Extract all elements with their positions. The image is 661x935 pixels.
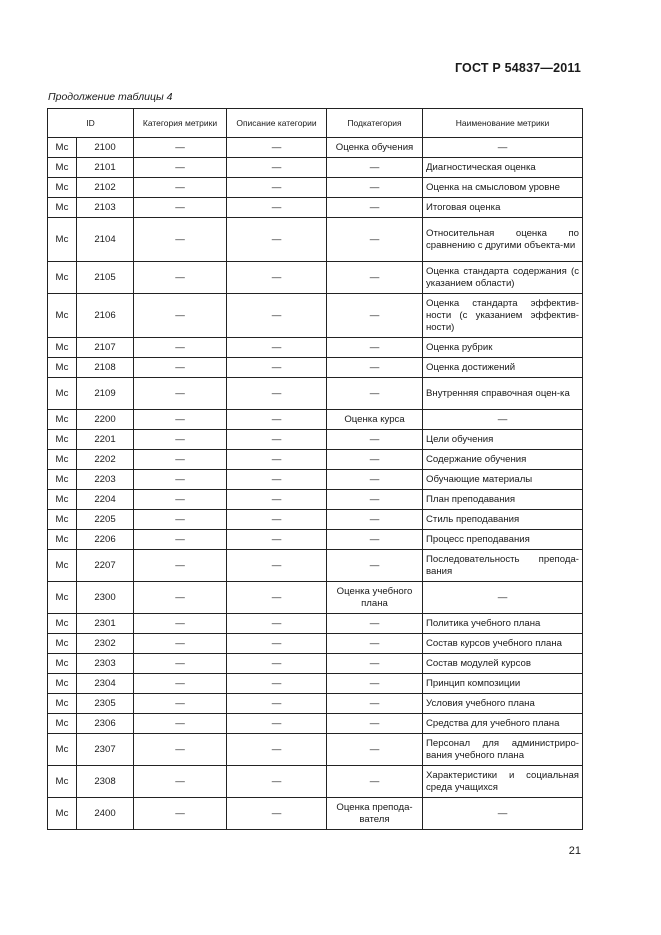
row-subcategory-cell: — [327, 178, 423, 198]
row-metric-name-cell: Итоговая оценка [423, 198, 583, 218]
table-body [48, 138, 583, 830]
table-row [48, 694, 583, 714]
row-id-cell: 2202 [77, 450, 134, 470]
row-id-cell: 2400 [77, 798, 134, 830]
table-row [48, 178, 583, 198]
row-metric-name-cell: Средства для учебного плана [423, 714, 583, 734]
metrics-table [47, 108, 583, 830]
row-prefix-cell: Мс [48, 358, 77, 378]
row-prefix-cell: Мс [48, 294, 77, 338]
row-prefix-cell: Мс [48, 262, 77, 294]
row-subcategory-cell: — [327, 450, 423, 470]
row-id-cell: 2205 [77, 510, 134, 530]
row-subcategory-cell: — [327, 358, 423, 378]
row-category-description-cell: — [227, 582, 327, 614]
row-category-cell: — [134, 338, 227, 358]
row-metric-name-cell: Оценка на смысловом уровне [423, 178, 583, 198]
row-category-cell: — [134, 218, 227, 262]
row-category-description-cell: — [227, 798, 327, 830]
row-category-description-cell: — [227, 198, 327, 218]
row-category-description-cell: — [227, 338, 327, 358]
row-category-description-cell: — [227, 714, 327, 734]
row-category-cell: — [134, 714, 227, 734]
row-category-cell: — [134, 634, 227, 654]
table-row [48, 490, 583, 510]
row-id-cell: 2303 [77, 654, 134, 674]
table-row [48, 470, 583, 490]
row-subcategory-cell: — [327, 550, 423, 582]
row-id-cell: 2301 [77, 614, 134, 634]
row-subcategory-cell: — [327, 262, 423, 294]
row-category-cell: — [134, 430, 227, 450]
table-header-row [48, 109, 583, 138]
row-metric-name-cell: Обучающие материалы [423, 470, 583, 490]
table-row [48, 798, 583, 830]
row-category-cell: — [134, 410, 227, 430]
row-category-cell: — [134, 358, 227, 378]
row-category-description-cell: — [227, 634, 327, 654]
row-id-cell: 2207 [77, 550, 134, 582]
row-prefix-cell: Мс [48, 198, 77, 218]
row-subcategory-cell: Оценка обучения [327, 138, 423, 158]
row-category-description-cell: — [227, 430, 327, 450]
row-id-cell: 2308 [77, 766, 134, 798]
column-header-metric-name: Наименование метрики [423, 109, 583, 138]
row-subcategory-cell: — [327, 766, 423, 798]
row-category-description-cell: — [227, 178, 327, 198]
table-row [48, 714, 583, 734]
row-metric-name-cell: Внутренняя справочная оцен-ка [423, 378, 583, 410]
row-category-cell: — [134, 582, 227, 614]
column-header-id: ID [48, 109, 134, 138]
column-header-category: Категория метрики [134, 109, 227, 138]
row-subcategory-cell: — [327, 294, 423, 338]
column-header-category-description: Описание категории [227, 109, 327, 138]
row-id-cell: 2201 [77, 430, 134, 450]
row-category-description-cell: — [227, 654, 327, 674]
row-id-cell: 2106 [77, 294, 134, 338]
row-id-cell: 2307 [77, 734, 134, 766]
row-metric-name-cell: Диагностическая оценка [423, 158, 583, 178]
row-metric-name-cell: Оценка достижений [423, 358, 583, 378]
row-category-description-cell: — [227, 294, 327, 338]
table-row [48, 294, 583, 338]
row-prefix-cell: Мс [48, 218, 77, 262]
row-metric-name-cell: Стиль преподавания [423, 510, 583, 530]
row-prefix-cell: Мс [48, 138, 77, 158]
row-id-cell: 2100 [77, 138, 134, 158]
row-prefix-cell: Мс [48, 430, 77, 450]
row-prefix-cell: Мс [48, 634, 77, 654]
row-category-cell: — [134, 734, 227, 766]
table-row [48, 674, 583, 694]
row-subcategory-cell: Оценка курса [327, 410, 423, 430]
row-prefix-cell: Мс [48, 734, 77, 766]
table-row [48, 510, 583, 530]
row-subcategory-cell: — [327, 734, 423, 766]
row-id-cell: 2101 [77, 158, 134, 178]
row-id-cell: 2305 [77, 694, 134, 714]
table-row [48, 634, 583, 654]
row-metric-name-cell: План преподавания [423, 490, 583, 510]
row-category-description-cell: — [227, 674, 327, 694]
row-id-cell: 2102 [77, 178, 134, 198]
row-metric-name-cell: Относительная оценка по сравнению с другими объекта-ми [423, 218, 583, 262]
row-id-cell: 2203 [77, 470, 134, 490]
row-metric-name-cell: Персонал для администриро-вания учебного плана [423, 734, 583, 766]
row-metric-name-cell: Принцип композиции [423, 674, 583, 694]
row-category-cell: — [134, 550, 227, 582]
table-row [48, 198, 583, 218]
row-metric-name-cell: — [423, 410, 583, 430]
row-category-cell: — [134, 178, 227, 198]
table-continuation-caption: Продолжение таблицы 4 [48, 91, 173, 103]
row-category-cell: — [134, 198, 227, 218]
row-prefix-cell: Мс [48, 714, 77, 734]
row-subcategory-cell: — [327, 378, 423, 410]
row-prefix-cell: Мс [48, 530, 77, 550]
row-category-cell: — [134, 294, 227, 338]
table-row [48, 338, 583, 358]
row-category-description-cell: — [227, 734, 327, 766]
row-category-cell: — [134, 614, 227, 634]
row-id-cell: 2109 [77, 378, 134, 410]
row-id-cell: 2103 [77, 198, 134, 218]
row-prefix-cell: Мс [48, 582, 77, 614]
row-subcategory-cell: — [327, 218, 423, 262]
row-subcategory-cell: — [327, 158, 423, 178]
row-metric-name-cell: Состав модулей курсов [423, 654, 583, 674]
row-metric-name-cell: Процесс преподавания [423, 530, 583, 550]
row-subcategory-cell: — [327, 694, 423, 714]
table-row [48, 734, 583, 766]
row-metric-name-cell: — [423, 582, 583, 614]
row-prefix-cell: Мс [48, 674, 77, 694]
row-category-description-cell: — [227, 450, 327, 470]
row-metric-name-cell: Условия учебного плана [423, 694, 583, 714]
row-metric-name-cell: Характеристики и социальная среда учащихся [423, 766, 583, 798]
table-row [48, 766, 583, 798]
row-category-description-cell: — [227, 490, 327, 510]
row-category-cell: — [134, 490, 227, 510]
row-prefix-cell: Мс [48, 654, 77, 674]
row-category-description-cell: — [227, 614, 327, 634]
table-row [48, 138, 583, 158]
row-id-cell: 2108 [77, 358, 134, 378]
row-subcategory-cell: — [327, 470, 423, 490]
table-row [48, 550, 583, 582]
table-row [48, 450, 583, 470]
row-subcategory-cell: — [327, 714, 423, 734]
row-category-description-cell: — [227, 138, 327, 158]
document-code: ГОСТ Р 54837—2011 [454, 61, 581, 75]
row-category-description-cell: — [227, 694, 327, 714]
row-metric-name-cell: Оценка рубрик [423, 338, 583, 358]
table-row [48, 614, 583, 634]
row-metric-name-cell: Оценка стандарта эффектив-ности (с указанием эффектив-ности) [423, 294, 583, 338]
row-subcategory-cell: — [327, 490, 423, 510]
table-row [48, 378, 583, 410]
row-id-cell: 2304 [77, 674, 134, 694]
row-metric-name-cell: Состав курсов учебного плана [423, 634, 583, 654]
row-subcategory-cell: Оценка учебного плана [327, 582, 423, 614]
row-prefix-cell: Мс [48, 178, 77, 198]
row-id-cell: 2105 [77, 262, 134, 294]
row-category-description-cell: — [227, 218, 327, 262]
row-prefix-cell: Мс [48, 378, 77, 410]
row-metric-name-cell: Политика учебного плана [423, 614, 583, 634]
row-subcategory-cell: — [327, 510, 423, 530]
row-category-cell: — [134, 694, 227, 714]
row-id-cell: 2204 [77, 490, 134, 510]
row-subcategory-cell: — [327, 198, 423, 218]
row-id-cell: 2104 [77, 218, 134, 262]
row-category-description-cell: — [227, 262, 327, 294]
row-id-cell: 2302 [77, 634, 134, 654]
row-category-description-cell: — [227, 510, 327, 530]
row-category-description-cell: — [227, 530, 327, 550]
row-prefix-cell: Мс [48, 798, 77, 830]
table-row [48, 582, 583, 614]
column-header-subcategory: Подкатегория [327, 109, 423, 138]
row-prefix-cell: Мс [48, 766, 77, 798]
row-category-cell: — [134, 674, 227, 694]
row-id-cell: 2200 [77, 410, 134, 430]
table-row [48, 262, 583, 294]
row-category-description-cell: — [227, 158, 327, 178]
table-row [48, 358, 583, 378]
table-row [48, 430, 583, 450]
row-category-cell: — [134, 766, 227, 798]
row-category-cell: — [134, 470, 227, 490]
row-category-description-cell: — [227, 550, 327, 582]
row-category-description-cell: — [227, 410, 327, 430]
row-prefix-cell: Мс [48, 450, 77, 470]
table-row [48, 654, 583, 674]
row-category-cell: — [134, 262, 227, 294]
row-metric-name-cell: Содержание обучения [423, 450, 583, 470]
row-category-cell: — [134, 138, 227, 158]
table-row [48, 530, 583, 550]
row-id-cell: 2107 [77, 338, 134, 358]
row-prefix-cell: Мс [48, 490, 77, 510]
row-subcategory-cell: — [327, 654, 423, 674]
row-category-cell: — [134, 654, 227, 674]
row-category-cell: — [134, 510, 227, 530]
row-subcategory-cell: — [327, 634, 423, 654]
row-metric-name-cell: — [423, 138, 583, 158]
row-prefix-cell: Мс [48, 614, 77, 634]
row-subcategory-cell: — [327, 614, 423, 634]
row-subcategory-cell: Оценка препода-вателя [327, 798, 423, 830]
row-subcategory-cell: — [327, 338, 423, 358]
row-category-cell: — [134, 798, 227, 830]
table-row [48, 158, 583, 178]
row-metric-name-cell: Цели обучения [423, 430, 583, 450]
row-category-description-cell: — [227, 766, 327, 798]
row-id-cell: 2306 [77, 714, 134, 734]
row-prefix-cell: Мс [48, 510, 77, 530]
row-subcategory-cell: — [327, 530, 423, 550]
row-subcategory-cell: — [327, 430, 423, 450]
row-prefix-cell: Мс [48, 550, 77, 582]
page-number: 21 [568, 845, 581, 857]
row-prefix-cell: Мс [48, 694, 77, 714]
row-id-cell: 2206 [77, 530, 134, 550]
row-metric-name-cell: Последовательность препода-вания [423, 550, 583, 582]
row-category-cell: — [134, 530, 227, 550]
table-row [48, 410, 583, 430]
row-prefix-cell: Мс [48, 338, 77, 358]
row-category-description-cell: — [227, 470, 327, 490]
table-row [48, 218, 583, 262]
row-category-description-cell: — [227, 378, 327, 410]
row-category-cell: — [134, 158, 227, 178]
row-prefix-cell: Мс [48, 410, 77, 430]
row-subcategory-cell: — [327, 674, 423, 694]
row-category-description-cell: — [227, 358, 327, 378]
row-metric-name-cell: — [423, 798, 583, 830]
row-id-cell: 2300 [77, 582, 134, 614]
row-category-cell: — [134, 378, 227, 410]
row-category-cell: — [134, 450, 227, 470]
row-prefix-cell: Мс [48, 158, 77, 178]
row-prefix-cell: Мс [48, 470, 77, 490]
row-metric-name-cell: Оценка стандарта содержания (с указанием области) [423, 262, 583, 294]
